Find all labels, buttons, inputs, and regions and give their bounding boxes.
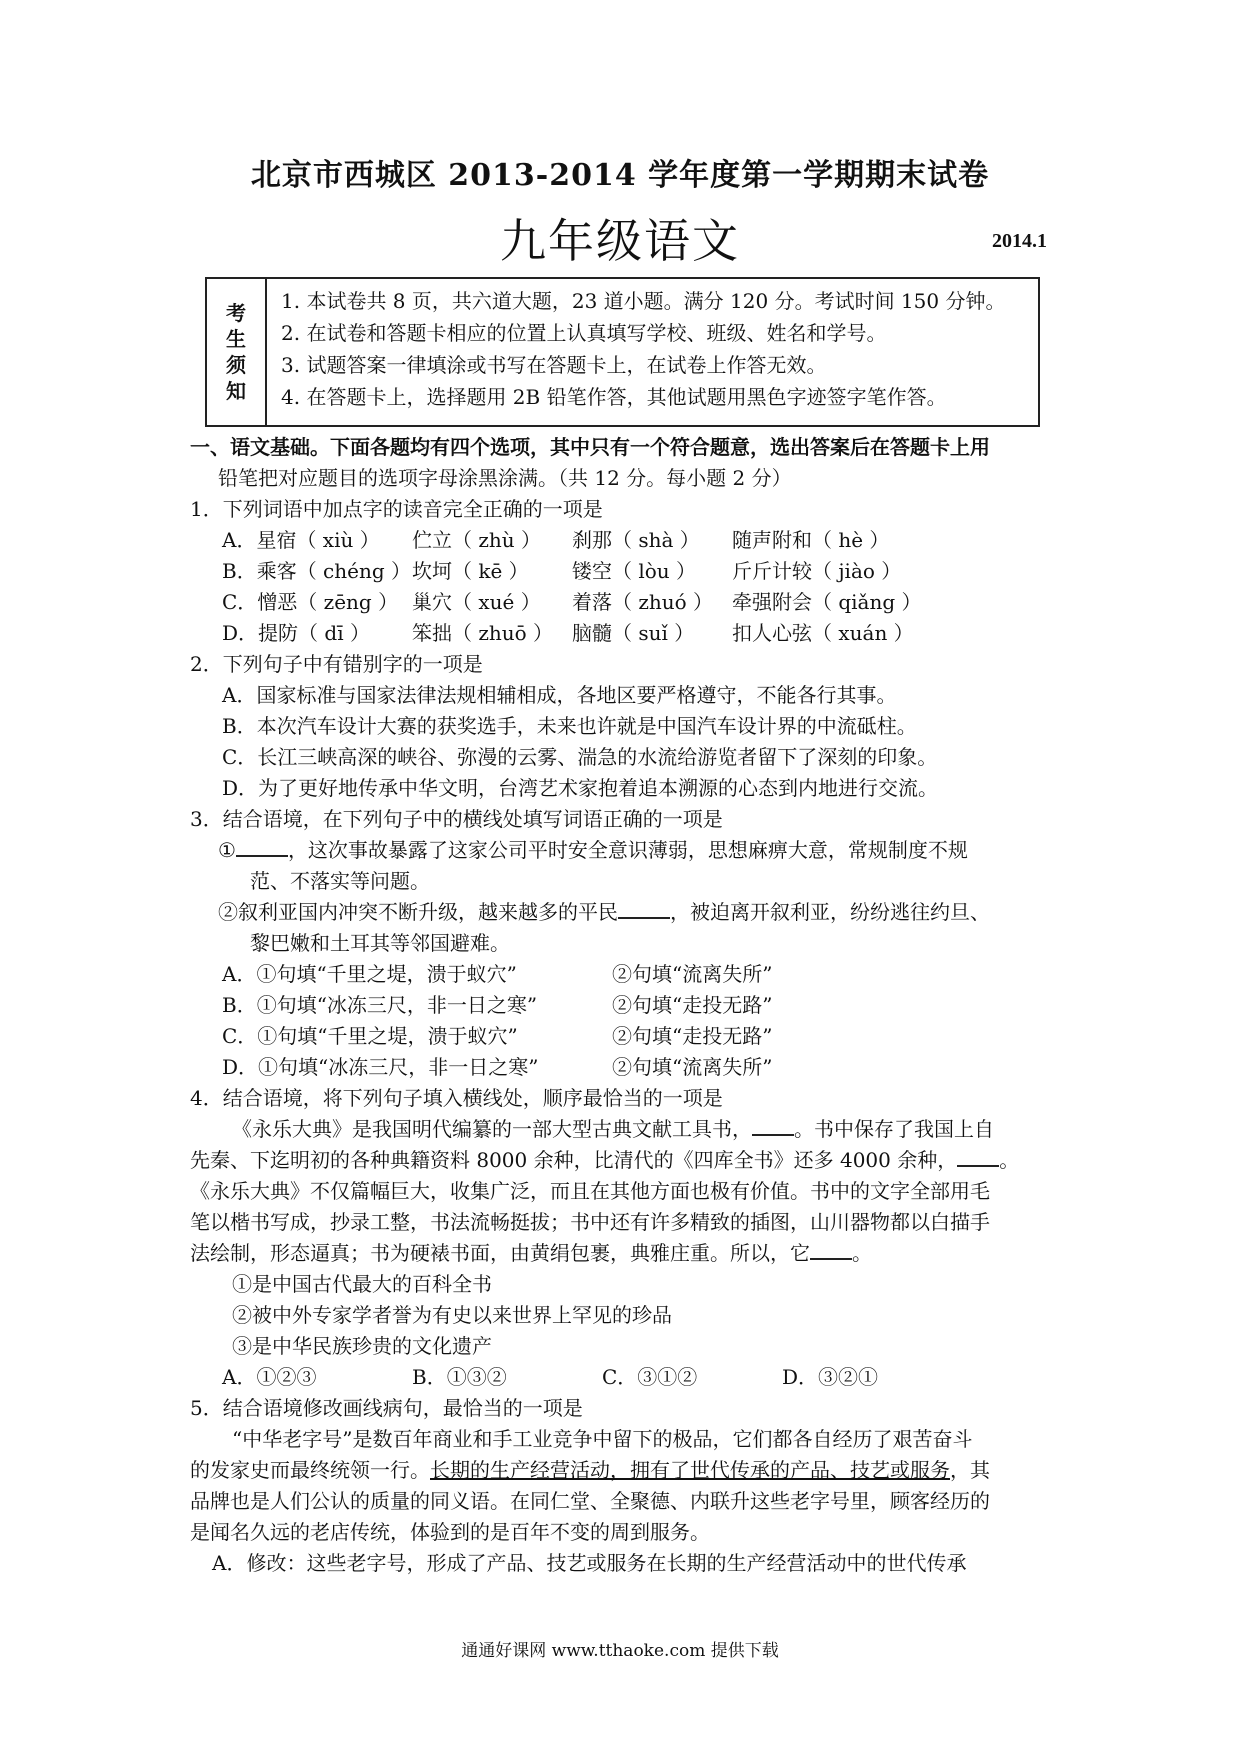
passage-text: 。 bbox=[852, 1241, 872, 1265]
exam-date: 2014.1 bbox=[992, 230, 1047, 252]
notice-label bbox=[207, 279, 267, 425]
option-choice: A．①②③ bbox=[222, 1365, 317, 1389]
option-word: 着落（ zhuó ） bbox=[572, 590, 714, 614]
question-5-option-a: A．修改：这些老字号，形成了产品、技艺或服务在长期的生产经营活动中的世代传承 bbox=[212, 1551, 967, 1575]
passage-text: ，其 bbox=[950, 1458, 990, 1482]
question-3-sentence-1-cont: 范、不落实等问题。 bbox=[250, 869, 430, 893]
question-3-stem: 3．结合语境，在下列句子中的横线处填写词语正确的一项是 bbox=[190, 807, 723, 831]
question-3-sentence-2 bbox=[190, 897, 1070, 928]
question-3-option-c bbox=[190, 1021, 1070, 1052]
option-part: ②句填“流离失所” bbox=[612, 1055, 773, 1079]
question-3-option-b bbox=[190, 990, 1070, 1021]
passage-text: 。书中保存了我国上自 bbox=[794, 1117, 994, 1141]
sentence-text: ，被迫离开叙利亚，纷纷逃往约旦、 bbox=[670, 900, 990, 924]
option-word: 脑髓（ suǐ ） bbox=[572, 621, 695, 645]
question-2-option-b: B．本次汽车设计大赛的获奖选手，未来也许就是中国汽车设计界的中流砥柱。 bbox=[222, 714, 917, 738]
option-part: A．①句填“千里之堤，溃于蚁穴” bbox=[222, 962, 517, 986]
option-word: 镂空（ lòu ） bbox=[572, 559, 697, 583]
option-part: C．①句填“千里之堤，溃于蚁穴” bbox=[222, 1024, 518, 1048]
notice-item: 2. 在试卷和答题卡相应的位置上认真填写学校、班级、姓名和学号。 bbox=[281, 321, 887, 345]
fill-blank bbox=[810, 1238, 852, 1260]
question-3-sentence-1 bbox=[190, 835, 1070, 866]
exam-subtitle: 九年级语文 bbox=[500, 214, 740, 268]
notice-label-char: 考 bbox=[226, 301, 246, 325]
page-footer: 通通好课网 www.tthaoke.com 提供下载 bbox=[461, 1641, 779, 1661]
question-5-passage-line: 品牌也是人们公认的质量的同义语。在同仁堂、全聚德、内联升这些老字号里，顾客经历的 bbox=[190, 1489, 990, 1513]
question-4-passage-line: 《永乐大典》不仅篇幅巨大，收集广泛，而且在其他方面也极有价值。书中的文字全部用毛 bbox=[190, 1179, 990, 1203]
option-word: 随声附和（ hè ） bbox=[732, 528, 890, 552]
option-choice: C．③①② bbox=[602, 1365, 698, 1389]
question-3-option-d bbox=[190, 1052, 1070, 1083]
fill-blank bbox=[957, 1145, 999, 1167]
notice-item: 3. 试题答案一律填涂或书写在答题卡上，在试卷上作答无效。 bbox=[281, 353, 827, 377]
option-part: B．①句填“冰冻三尺，非一日之寒” bbox=[222, 993, 538, 1017]
question-2-option-d: D．为了更好地传承中华文明，台湾艺术家抱着追本溯源的心态到内地进行交流。 bbox=[222, 776, 939, 800]
question-4-passage-line bbox=[190, 1238, 1070, 1269]
question-2-option-a: A．国家标准与国家法律法规相辅相成，各地区要严格遵守，不能各行其事。 bbox=[222, 683, 897, 707]
question-4-item: ③是中华民族珍贵的文化遗产 bbox=[232, 1334, 492, 1358]
sentence-marker: ① bbox=[218, 838, 236, 862]
question-5-passage-line: “中华老字号”是数百年商业和手工业竞争中留下的极品，它们都各自经历了艰苦奋斗 bbox=[232, 1427, 973, 1451]
question-1-stem: 1．下列词语中加点字的读音完全正确的一项是 bbox=[190, 497, 603, 521]
fill-blank bbox=[752, 1114, 794, 1136]
option-choice: B．①③② bbox=[412, 1365, 507, 1389]
option-word: C．憎恶（ zēng ） bbox=[222, 590, 399, 614]
option-word: 牵强附会（ qiǎng ） bbox=[732, 590, 922, 614]
notice-items bbox=[267, 279, 1038, 425]
passage-text: 《永乐大典》是我国明代编纂的一部大型古典文献工具书， bbox=[232, 1117, 752, 1141]
question-2-stem: 2．下列句子中有错别字的一项是 bbox=[190, 652, 483, 676]
question-4-item: ①是中国古代最大的百科全书 bbox=[232, 1272, 492, 1296]
passage-text: 。 bbox=[999, 1148, 1020, 1172]
option-word: 笨拙（ zhuō ） bbox=[412, 621, 554, 645]
question-5-stem: 5．结合语境修改画线病句，最恰当的一项是 bbox=[190, 1396, 583, 1420]
fill-blank bbox=[236, 835, 288, 857]
option-choice: D．③②① bbox=[782, 1365, 879, 1389]
question-1-option-b bbox=[190, 556, 1070, 587]
option-word: 巢穴（ xué ） bbox=[412, 590, 541, 614]
option-word: 刹那（ shà ） bbox=[572, 528, 700, 552]
option-part: ②句填“走投无路” bbox=[612, 1024, 773, 1048]
question-5-passage-line: 是闻名久远的老店传统，体验到的是百年不变的周到服务。 bbox=[190, 1520, 710, 1544]
option-part: ②句填“走投无路” bbox=[612, 993, 773, 1017]
question-5-passage-line bbox=[190, 1455, 1070, 1486]
question-4-passage-line bbox=[190, 1114, 1070, 1145]
option-word: 坎坷（ kē ） bbox=[412, 559, 529, 583]
question-3-option-a bbox=[190, 959, 1070, 990]
question-4-stem: 4．结合语境，将下列句子填入横线处，顺序最恰当的一项是 bbox=[190, 1086, 723, 1110]
underlined-sentence: 长期的生产经营活动，拥有了世代传承的产品、技艺或服务 bbox=[430, 1458, 950, 1482]
option-word: A．星宿（ xiù ） bbox=[222, 528, 380, 552]
option-word: 斤斤计较（ jiào ） bbox=[732, 559, 902, 583]
notice-label-char: 须 bbox=[226, 353, 246, 377]
question-1-option-c bbox=[190, 587, 1070, 618]
option-word: 扣人心弦（ xuán ） bbox=[732, 621, 914, 645]
question-4-passage-line: 笔以楷书写成，抄录工整，书法流畅挺拔；书中还有许多精致的插图，山川器物都以白描手 bbox=[190, 1210, 990, 1234]
question-1-option-d bbox=[190, 618, 1070, 649]
option-word: B．乘客（ chéng ） bbox=[222, 559, 412, 583]
question-3-sentence-2-cont: 黎巴嫩和土耳其等邻国避难。 bbox=[250, 931, 510, 955]
notice-item: 4. 在答题卡上，选择题用 2B 铅笔作答，其他试题用黑色字迹签字笔作答。 bbox=[281, 385, 947, 409]
passage-text: 法绘制，形态逼真；书为硬裱书面，由黄绢包裹，典雅庄重。所以，它 bbox=[190, 1241, 810, 1265]
section-heading-cont: 铅笔把对应题目的选项字母涂黑涂满。（共 12 分。每小题 2 分） bbox=[218, 466, 792, 490]
question-4-options bbox=[190, 1362, 1070, 1393]
question-4-item: ②被中外专家学者誉为有史以来世界上罕见的珍品 bbox=[232, 1303, 672, 1327]
sentence-text: ②叙利亚国内冲突不断升级，越来越多的平民 bbox=[218, 900, 618, 924]
notice-item: 1. 本试卷共 8 页，共六道大题，23 道小题。满分 120 分。考试时间 150 分钟。 bbox=[281, 289, 1006, 313]
option-word: D．提防（ dī ） bbox=[222, 621, 370, 645]
question-2-option-c: C．长江三峡高深的峡谷、弥漫的云雾、湍急的水流给游览者留下了深刻的印象。 bbox=[222, 745, 938, 769]
question-1-option-a bbox=[190, 525, 1070, 556]
passage-text: 先秦、下迄明初的各种典籍资料 8000 余种，比清代的《四库全书》还多 4000 余种， bbox=[190, 1148, 958, 1172]
question-4-passage-line bbox=[190, 1145, 1070, 1176]
fill-blank bbox=[618, 897, 670, 919]
option-part: D．①句填“冰冻三尺，非一日之寒” bbox=[222, 1055, 539, 1079]
notice-label-char: 生 bbox=[226, 327, 246, 351]
option-word: 伫立（ zhù ） bbox=[412, 528, 542, 552]
exam-title: 北京市西城区 2013-2014 学年度第一学期期末试卷 bbox=[250, 158, 990, 193]
passage-text: 的发家史而最终统领一行。 bbox=[190, 1458, 430, 1482]
sentence-text: ，这次事故暴露了这家公司平时安全意识薄弱，思想麻痹大意，常规制度不规 bbox=[287, 838, 968, 862]
option-part: ②句填“流离失所” bbox=[612, 962, 773, 986]
notice-label-char: 知 bbox=[226, 379, 246, 403]
section-heading: 一、语文基础。下面各题均有四个选项，其中只有一个符合题意，选出答案后在答题卡上用 bbox=[190, 435, 990, 459]
exam-content bbox=[190, 432, 1070, 1579]
notice-box bbox=[205, 277, 1040, 427]
